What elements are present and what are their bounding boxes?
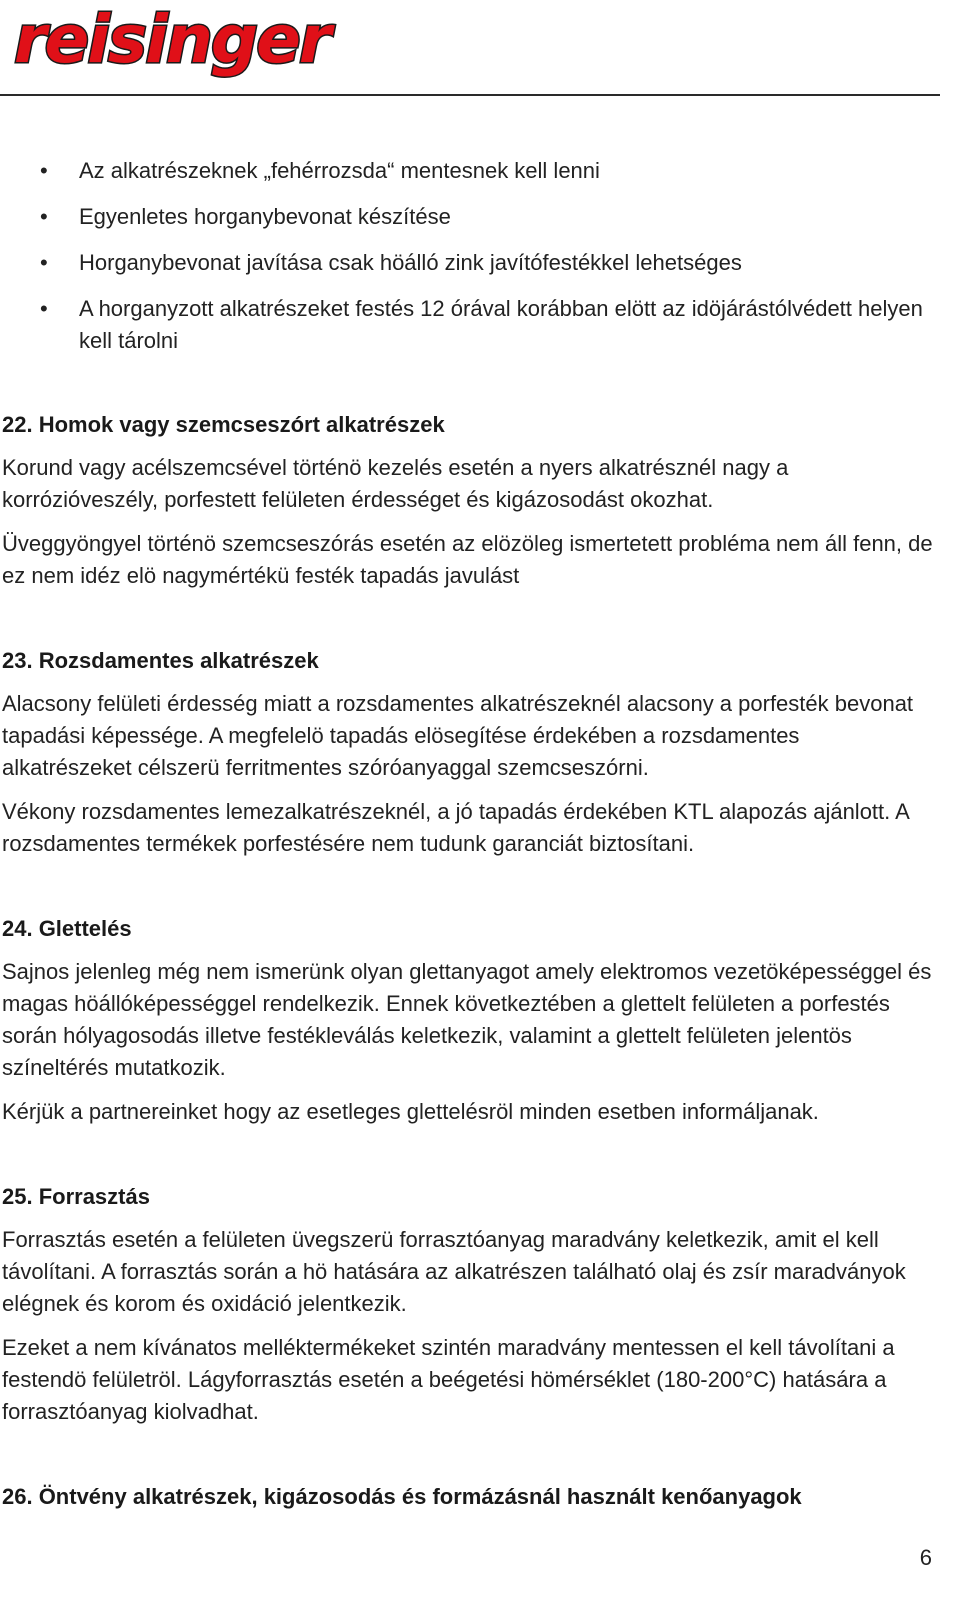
section-heading: 22. Homok vagy szemcseszórt alkatrészek [2, 412, 445, 437]
bullet-icon: • [40, 250, 48, 275]
paragraph: Ezeket a nem kívánatos melléktermékeket szintén maradvány mentessen el kell távolítani a festendö felületröl. Lágyforrasztás esetén a beégetési hömérséklet (180-200°C) hatására a forrasztóanyag kiolvadhat. [2, 1335, 895, 1424]
paragraph: Alacsony felületi érdesség miatt a rozsdamentes alkatrészeknél alacsony a porfesték bevonat tapadási képessége. A megfelelö tapadás elösegítése érdekében a rozsdamentes alkatrészeket célszerü ferritmentes szóróanyaggal szemcseszórni. [2, 691, 914, 780]
svg-text:reisinger: reisinger [14, 1, 330, 78]
header-divider [0, 94, 940, 96]
paragraph: Kérjük a partnereinket hogy az esetleges glettelésröl minden esetben informáljanak. [2, 1099, 819, 1124]
paragraph: Sajnos jelenleg még nem ismerünk olyan glettanyagot amely elektromos vezetöképességgel és magas höállóképességgel rendelkezik. Ennek következtében a glettelt felületen a porfestés során hólyagosodás illetve festékleválás keletkezik, valamint a glettelt felületen jelentös színeltérés mutatkozik. [2, 959, 932, 1080]
bullet-icon: • [40, 296, 48, 321]
reisinger-logo [8, 0, 358, 82]
section-26 [2, 1482, 934, 1512]
list-item [0, 155, 940, 187]
list-item-text: A horganyzott alkatrészeket festés 12 órával korábban elött az idöjárástólvédett helyen kell tárolni [79, 296, 923, 353]
section-heading: 25. Forrasztás [2, 1184, 150, 1209]
bullet-list [0, 155, 940, 371]
paragraph: Üveggyöngyel történö szemcseszórás esetén az elözöleg ismertetett probléma nem áll fenn, de ez nem idéz elö nagymértékü festék tapadás javulást [2, 531, 933, 588]
list-item-text: Az alkatrészeknek „fehérrozsda“ mentesnek kell lenni [79, 158, 600, 183]
list-item [0, 201, 940, 233]
bullet-icon: • [40, 204, 48, 229]
section-22 [2, 410, 934, 592]
paragraph: Forrasztás esetén a felületen üvegszerü forrasztóanyag maradvány keletkezik, amit el kell távolítani. A forrasztás során a hö hatására az alkatrészen található olaj és zsír maradványok elégnek és korom és oxidáció jelentkezik. [2, 1227, 906, 1316]
list-item-text: Horganybevonat javítása csak höálló zink javítófestékkel lehetséges [79, 250, 742, 275]
list-item-text: Egyenletes horganybevonat készítése [79, 204, 451, 229]
paragraph: Korund vagy acélszemcsével történö kezelés esetén a nyers alkatrésznél nagy a korrózióveszély, porfestett felületen érdességet és kigázosodást okozhat. [2, 455, 789, 512]
section-25 [2, 1182, 934, 1428]
section-24 [2, 914, 934, 1128]
section-heading: 23. Rozsdamentes alkatrészek [2, 648, 319, 673]
section-heading: 26. Öntvény alkatrészek, kigázosodás és formázásnál használt kenőanyagok [2, 1484, 802, 1509]
paragraph: Vékony rozsdamentes lemezalkatrészeknél, a jó tapadás érdekében KTL alapozás ajánlott. A rozsdamentes termékek porfestésére nem tudunk garanciát biztosítani. [2, 799, 909, 856]
section-23 [2, 646, 934, 860]
section-heading: 24. Glettelés [2, 916, 132, 941]
list-item [0, 293, 940, 357]
page-number: 6 [919, 1545, 932, 1570]
bullet-icon: • [40, 158, 48, 183]
list-item [0, 247, 940, 279]
